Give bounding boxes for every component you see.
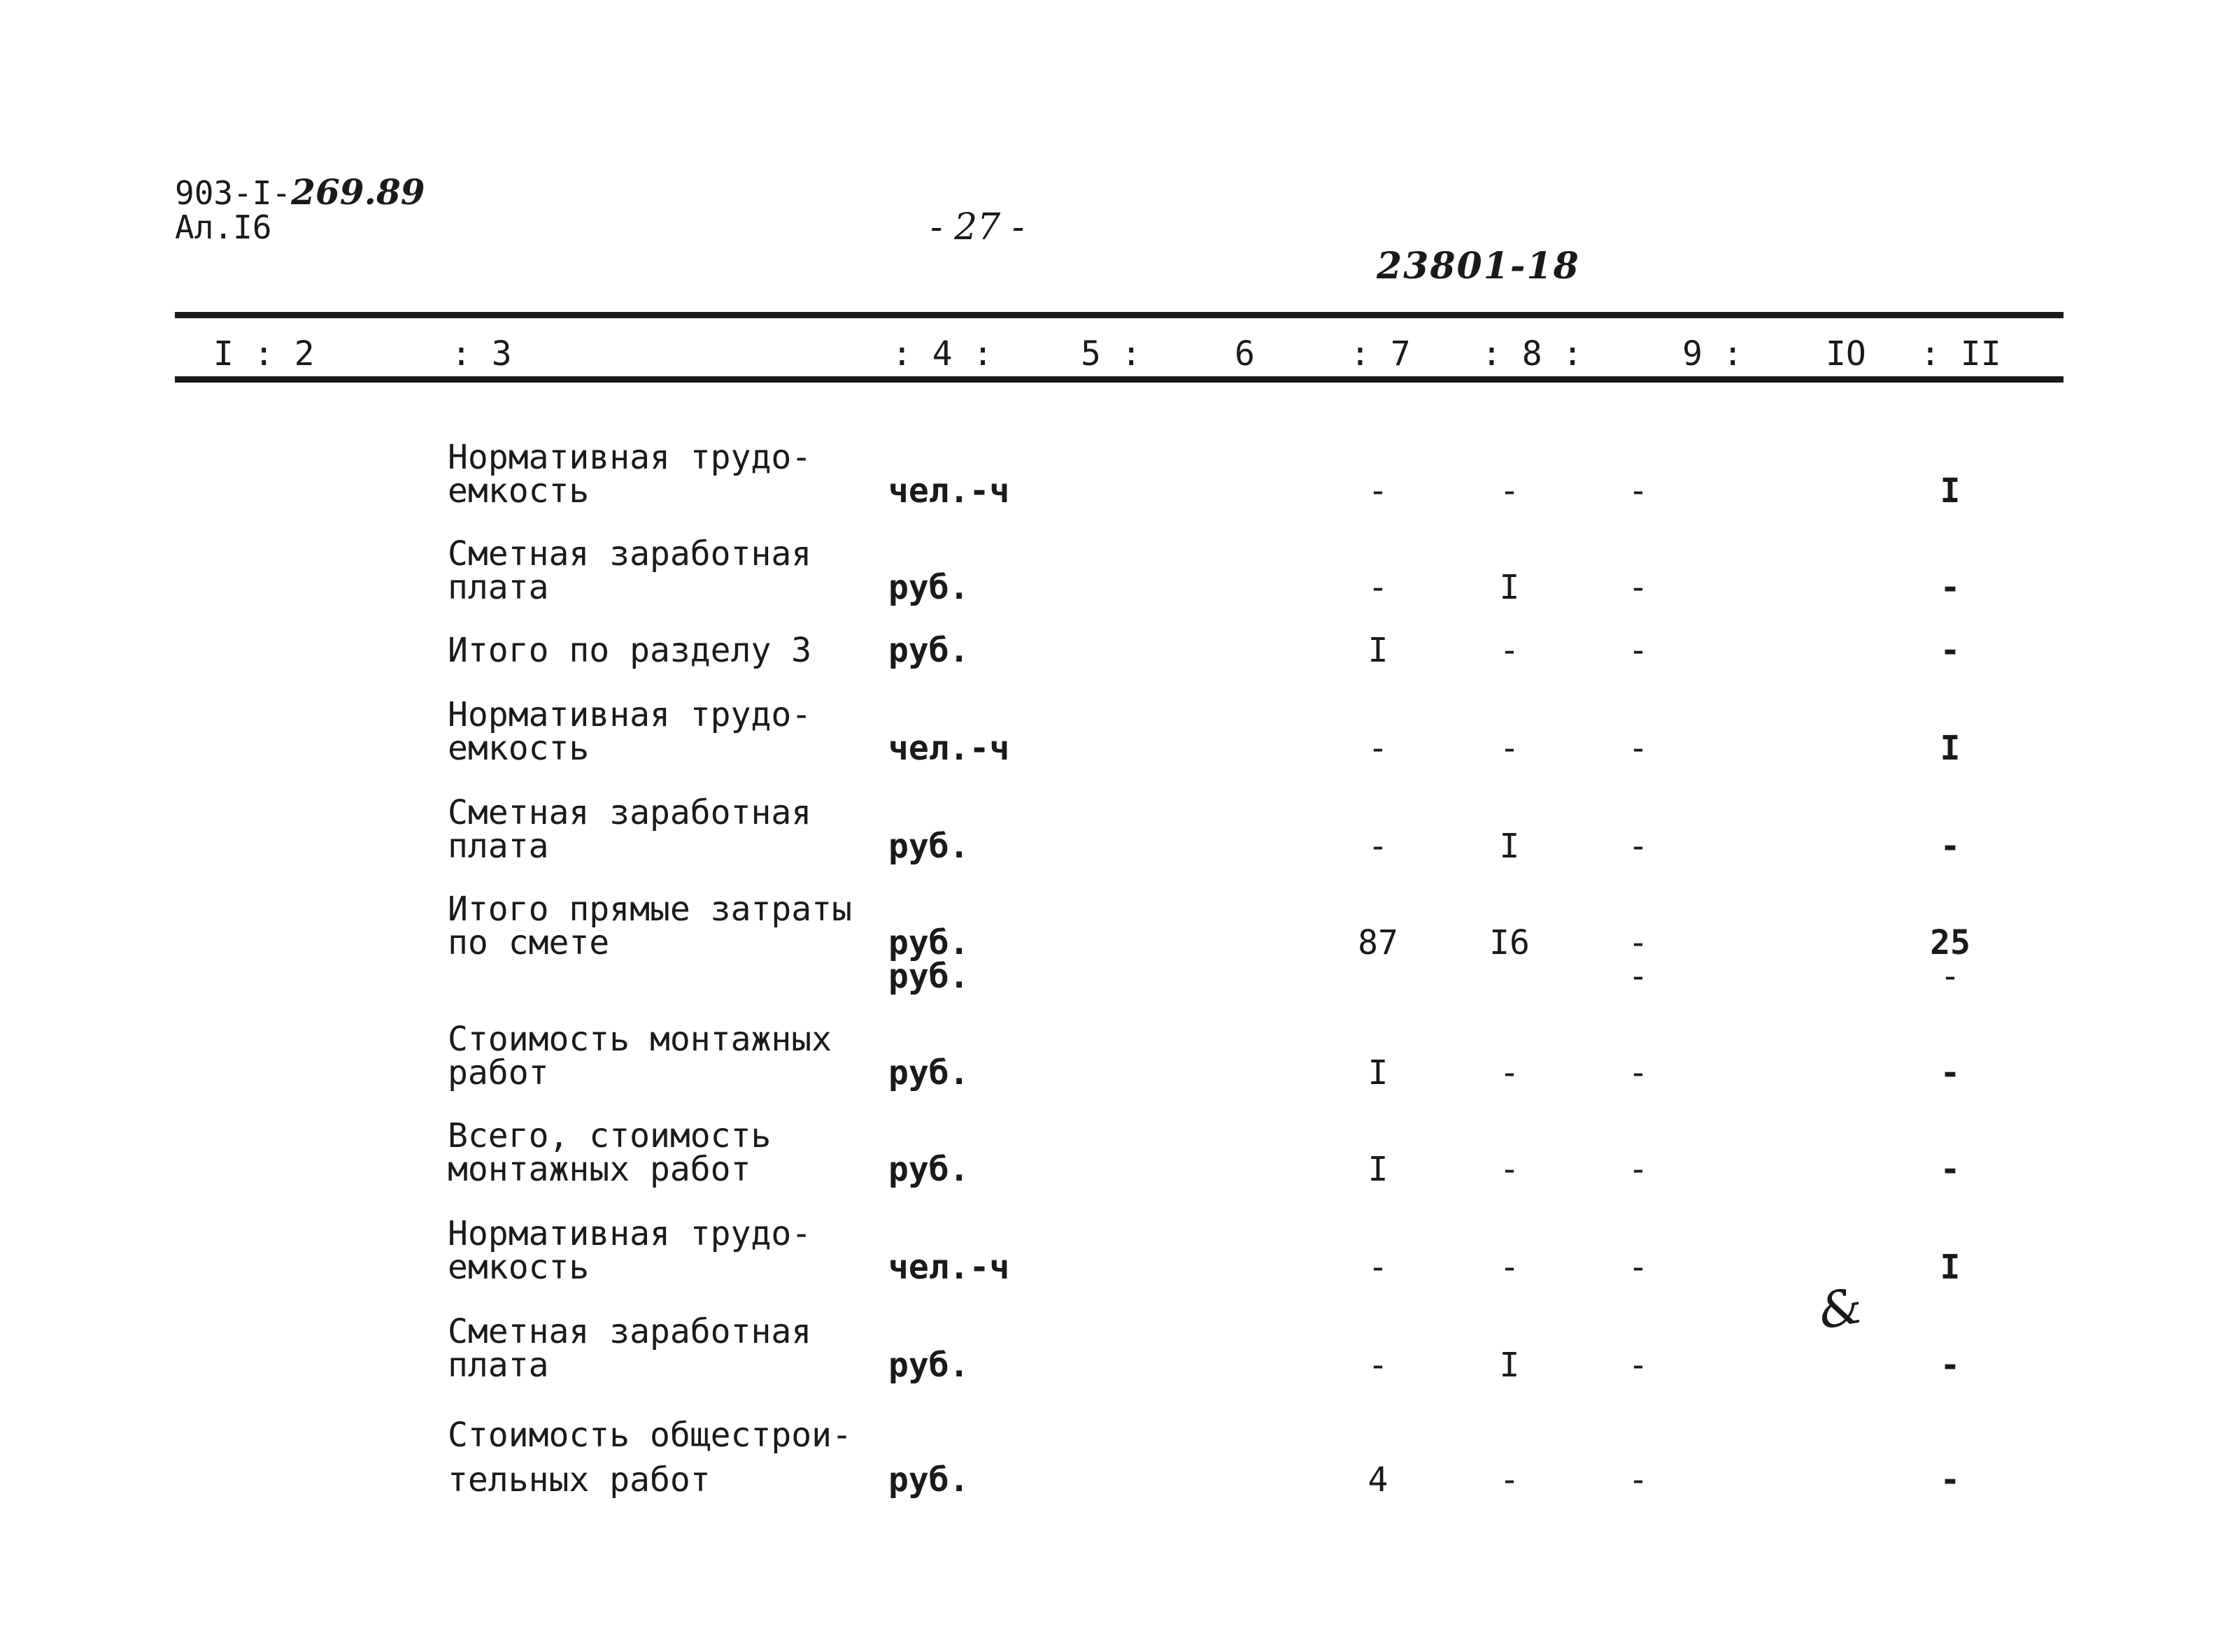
- column-header-9: 9 :: [1682, 334, 1743, 373]
- row-value-col9: -: [1628, 631, 1649, 670]
- row-value-col7: -: [1368, 568, 1389, 607]
- row-value-col9: -: [1628, 827, 1649, 866]
- row-description: Сметная заработная плата: [448, 793, 812, 866]
- row-value-col9: -: [1628, 568, 1649, 607]
- row-value-col11: -: [1940, 1150, 1961, 1189]
- row-value-col9: -: [1628, 1150, 1649, 1189]
- row-value-col9: -: [1628, 1460, 1649, 1500]
- document-code: [175, 171, 425, 213]
- row-unit: чел.-ч: [888, 729, 1010, 768]
- column-header-3: : 3: [451, 334, 512, 373]
- row-value-col7: -: [1368, 729, 1389, 768]
- row-value-col8: I: [1499, 1346, 1520, 1385]
- row-value-col7: 4: [1368, 1460, 1389, 1500]
- row-value-col7: -: [1368, 471, 1389, 511]
- row-description: Итого по разделу 3: [448, 631, 812, 670]
- row-unit: руб.: [888, 1460, 970, 1500]
- row-value-col11: -: [1940, 1460, 1961, 1500]
- header-rule-top: [175, 312, 2064, 318]
- column-header-7: : 7: [1350, 334, 1411, 373]
- row-value-col11: I: [1940, 1248, 1961, 1287]
- column-header-8: : 8 :: [1482, 334, 1583, 373]
- handwritten-mark: &: [1814, 1276, 1867, 1341]
- row-value-col9-extra: -: [1628, 957, 1649, 996]
- row-value-col11: -: [1940, 631, 1961, 670]
- row-description: Нормативная трудо- емкость: [448, 695, 812, 768]
- row-value-col8: -: [1499, 1248, 1520, 1287]
- row-value-col11: 25: [1930, 923, 1970, 962]
- row-unit: руб.: [888, 1053, 970, 1092]
- row-value-col7: -: [1368, 1248, 1389, 1287]
- column-header-11: : II: [1920, 334, 2001, 373]
- row-value-col9: -: [1628, 1346, 1649, 1385]
- row-value-col8: I6: [1489, 923, 1530, 962]
- row-unit: чел.-ч: [888, 1248, 1010, 1287]
- column-header-10: IO: [1826, 334, 1866, 373]
- column-header-6: 6: [1235, 334, 1255, 373]
- row-value-col8: -: [1499, 631, 1520, 670]
- header-rule-bottom: [175, 376, 2064, 383]
- row-value-col11: -: [1940, 1346, 1961, 1385]
- row-value-col9: -: [1628, 471, 1649, 511]
- row-unit: руб.: [888, 1346, 970, 1385]
- row-unit: чел.-ч: [888, 471, 1010, 511]
- row-description: Нормативная трудо- емкость: [448, 438, 812, 511]
- row-unit: руб.: [888, 568, 970, 607]
- row-value-col11: -: [1940, 827, 1961, 866]
- row-value-col8: -: [1499, 729, 1520, 768]
- row-value-col7: 87: [1358, 923, 1398, 962]
- archive-number: 23801-18: [1377, 245, 1580, 287]
- row-value-col9: -: [1628, 923, 1649, 962]
- row-description: Всего, стоимость монтажных работ: [448, 1116, 772, 1189]
- row-value-col8: -: [1499, 1053, 1520, 1092]
- row-value-col7: I: [1368, 631, 1389, 670]
- column-header-4: : 4 :: [892, 334, 993, 373]
- row-value-col11: I: [1940, 471, 1961, 511]
- sheet-label: Ал.I6: [175, 208, 272, 246]
- column-header-1-2: I : 2: [213, 334, 315, 373]
- document-code-prefix: 903-I-: [175, 174, 292, 212]
- row-unit-extra: руб.: [888, 957, 970, 996]
- row-value-col7: -: [1368, 827, 1389, 866]
- row-description: Нормативная трудо- емкость: [448, 1214, 812, 1287]
- row-value-col8: -: [1499, 471, 1520, 511]
- row-description: Сметная заработная плата: [448, 1312, 812, 1385]
- column-header-5: 5 :: [1081, 334, 1142, 373]
- row-value-col11: -: [1940, 1053, 1961, 1092]
- row-value-col9: -: [1628, 1053, 1649, 1092]
- row-value-col11: I: [1940, 729, 1961, 768]
- row-value-col9: -: [1628, 729, 1649, 768]
- row-unit: руб.: [888, 923, 970, 962]
- row-unit: руб.: [888, 827, 970, 866]
- row-value-col7: I: [1368, 1150, 1389, 1189]
- row-value-col8: I: [1499, 827, 1520, 866]
- row-unit: руб.: [888, 631, 970, 670]
- row-description: Сметная заработная плата: [448, 534, 812, 607]
- row-value-col11: -: [1940, 568, 1961, 607]
- row-description: Стоимость общестрои- тельных работ: [448, 1416, 852, 1500]
- row-value-col11-extra: -: [1940, 957, 1961, 996]
- row-description: Итого прямые затраты по смете: [448, 890, 852, 962]
- row-value-col8: -: [1499, 1460, 1520, 1500]
- row-description: Стоимость монтажных работ: [448, 1020, 832, 1092]
- row-value-col8: -: [1499, 1150, 1520, 1189]
- row-value-col9: -: [1628, 1248, 1649, 1287]
- row-value-col7: -: [1368, 1346, 1389, 1385]
- row-value-col7: I: [1368, 1053, 1389, 1092]
- document-code-handwritten: 269.89: [291, 171, 425, 213]
- row-value-col8: I: [1499, 568, 1520, 607]
- row-unit: руб.: [888, 1150, 970, 1189]
- page-number: - 27 -: [930, 206, 1025, 248]
